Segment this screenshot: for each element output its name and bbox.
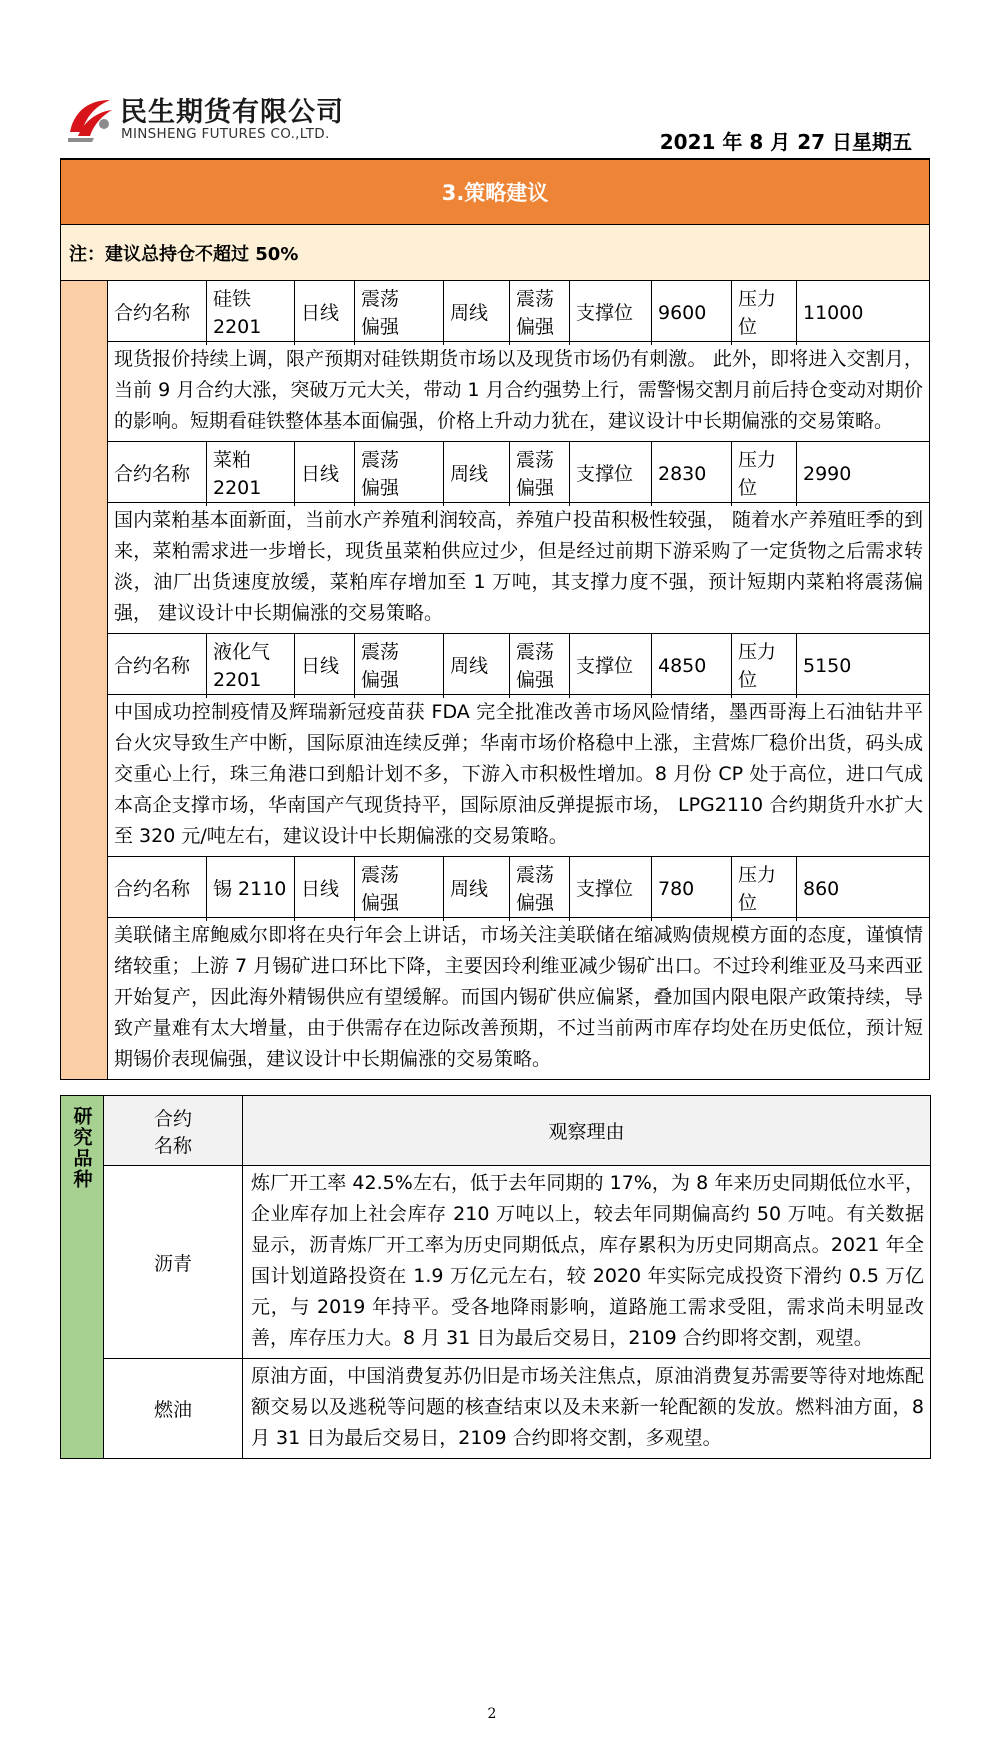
strategy-section <box>60 160 930 1080</box>
strategy-contracts <box>108 281 929 1079</box>
contract-name: 硅铁 2201 <box>207 281 295 345</box>
research-item-name: 燃油 <box>104 1359 243 1459</box>
daily-label: 日线 <box>295 634 355 698</box>
research-side-text: 研究品种 <box>70 1106 93 1190</box>
support-value: 4850 <box>652 634 732 698</box>
contract-name: 液化气 2201 <box>207 634 295 698</box>
weekly-trend: 震荡 偏强 <box>510 857 570 921</box>
contract-name-label: 合约名称 <box>108 281 207 345</box>
report-date: 2021 年 8 月 27 日星期五 <box>659 130 912 154</box>
pressure-label: 压力 位 <box>732 634 797 698</box>
support-label: 支撑位 <box>570 857 652 921</box>
company-name-en: MINSHENG FUTURES CO.,LTD. <box>121 126 330 142</box>
daily-trend: 震荡 偏强 <box>355 442 444 506</box>
research-item-reason: 原油方面，中国消费复苏仍旧是市场关注焦点，原油消费复苏需要等待对地炼配额交易以及逃税等问题的核查结束以及未来新一轮配额的发放。燃料油方面，8 月 31 日为最后交易日，2109 合约即将交割，多观望。 <box>243 1359 931 1459</box>
research-side-label <box>61 1096 104 1459</box>
weekly-trend: 震荡 偏强 <box>510 281 570 345</box>
contract-row <box>108 281 929 342</box>
weekly-label: 周线 <box>444 857 510 921</box>
pressure-label: 压力 位 <box>732 281 797 345</box>
support-value: 9600 <box>652 281 732 345</box>
company-logo <box>64 86 364 148</box>
weekly-label: 周线 <box>444 634 510 698</box>
contract-description: 现货报价持续上调，限产预期对硅铁期货市场以及现货市场仍有刺激。 此外，即将进入交割月，当前 9 月合约大涨，突破万元大关，带动 1 月合约强势上行，需警惕交割月前后持仓变动对期价的影响。短期看硅铁整体基本面偏强，价格上升动力犹在，建议设计中长期偏涨的交易策略。 <box>108 342 929 442</box>
daily-label: 日线 <box>295 442 355 506</box>
support-label: 支撑位 <box>570 442 652 506</box>
daily-trend: 震荡 偏强 <box>355 281 444 345</box>
contract-row <box>108 857 929 918</box>
contract-description: 中国成功控制疫情及辉瑞新冠疫苗获 FDA 完全批准改善市场风险情绪，墨西哥海上石油钻井平台火灾导致生产中断，国际原油连续反弹；华南市场价格稳中上涨，主营炼厂稳价出货，码头成交重心上行，珠三角港口到船计划不多，下游入市积极性增加。8 月份 CP 处于高位，进口气成本高企支撑市场，华南国产气现货持平，国际原油反弹提振市场， LPG2110 合约期货升水扩大至 320 元/吨左右，建议设计中长期偏涨的交易策略。 <box>108 695 929 857</box>
column-header-name: 合约 名称 <box>104 1096 243 1166</box>
research-item-name: 沥青 <box>104 1166 243 1359</box>
weekly-label: 周线 <box>444 442 510 506</box>
strategy-side-band <box>61 281 108 1079</box>
contract-name-label: 合约名称 <box>108 857 207 921</box>
strategy-title: 3.策略建议 <box>60 160 930 225</box>
page-number: 2 <box>487 1706 497 1722</box>
weekly-trend: 震荡 偏强 <box>510 442 570 506</box>
contract-row <box>108 634 929 695</box>
support-value: 780 <box>652 857 732 921</box>
minsheng-logo-icon <box>64 92 116 144</box>
support-label: 支撑位 <box>570 634 652 698</box>
pressure-label: 压力 位 <box>732 442 797 506</box>
contract-description: 国内菜粕基本面新面，当前水产养殖利润较高，养殖户投苗积极性较强， 随着水产养殖旺季的到来，菜粕需求进一步增长，现货虽菜粕供应过少，但是经过前期下游采购了一定货物之后需求转淡，油厂出货速度放缓，菜粕库存增加至 1 万吨，其支撑力度不强，预计短期内菜粕将震荡偏强， 建议设计中长期偏涨的交易策略。 <box>108 503 929 634</box>
pressure-value: 5150 <box>803 655 852 677</box>
page-header <box>60 86 930 152</box>
company-name-cn: 民生期货有限公司 <box>120 97 344 128</box>
pressure-value: 860 <box>803 878 840 900</box>
contract-description: 美联储主席鲍威尔即将在央行年会上讲话，市场关注美联储在缩减购债规模方面的态度，谨慎情绪较重；上游 7 月锡矿进口环比下降，主要因玲利维亚减少锡矿出口。不过玲利维亚及马来西亚开始复产，因此海外精锡供应有望缓解。而国内锡矿供应偏紧，叠加国内限电限产政策持续，导致产量难有太大增量，由于供需存在边际改善预期，不过当前两市库存均处在历史低位，预计短期锡价表现偏强，建议设计中长期偏涨的交易策略。 <box>114 924 923 1070</box>
weekly-trend: 震荡 偏强 <box>510 634 570 698</box>
contract-name-label: 合约名称 <box>108 442 207 506</box>
daily-trend: 震荡 偏强 <box>355 857 444 921</box>
support-label: 支撑位 <box>570 281 652 345</box>
daily-label: 日线 <box>295 281 355 345</box>
pressure-value: 11000 <box>803 302 864 324</box>
contract-row <box>108 442 929 503</box>
research-item-reason: 炼厂开工率 42.5%左右，低于去年同期的 17%，为 8 年来历史同期低位水平，企业库存加上社会库存 210 万吨以上，较去年同期偏高约 50 万吨。有关数据显示，沥青炼厂开工率为历史同期低点，库存累积为历史同期高点。2021 年全国计划道路投资在 1.9 万亿元左右，较 2020 年实际完成投资下滑约 0.5 万亿元，与 2019 年持平。受各地降雨影响，道路施工需求受阻，需求尚未明显改善，库存压力大。8 月 31 日为最后交易日，2109 合约即将交割，观望。 <box>243 1166 931 1359</box>
strategy-note: 注：建议总持仓不超过 50% <box>60 225 930 281</box>
research-table <box>60 1095 931 1459</box>
daily-trend: 震荡 偏强 <box>355 634 444 698</box>
pressure-value: 2990 <box>803 463 852 485</box>
support-value: 2830 <box>652 442 732 506</box>
daily-label: 日线 <box>295 857 355 921</box>
pressure-label: 压力 位 <box>732 857 797 921</box>
contract-name: 锡 2110 <box>207 857 295 921</box>
strategy-body <box>60 281 930 1080</box>
column-header-reason: 观察理由 <box>243 1096 931 1166</box>
contract-name: 菜粕 2201 <box>207 442 295 506</box>
weekly-label: 周线 <box>444 281 510 345</box>
contract-name-label: 合约名称 <box>108 634 207 698</box>
